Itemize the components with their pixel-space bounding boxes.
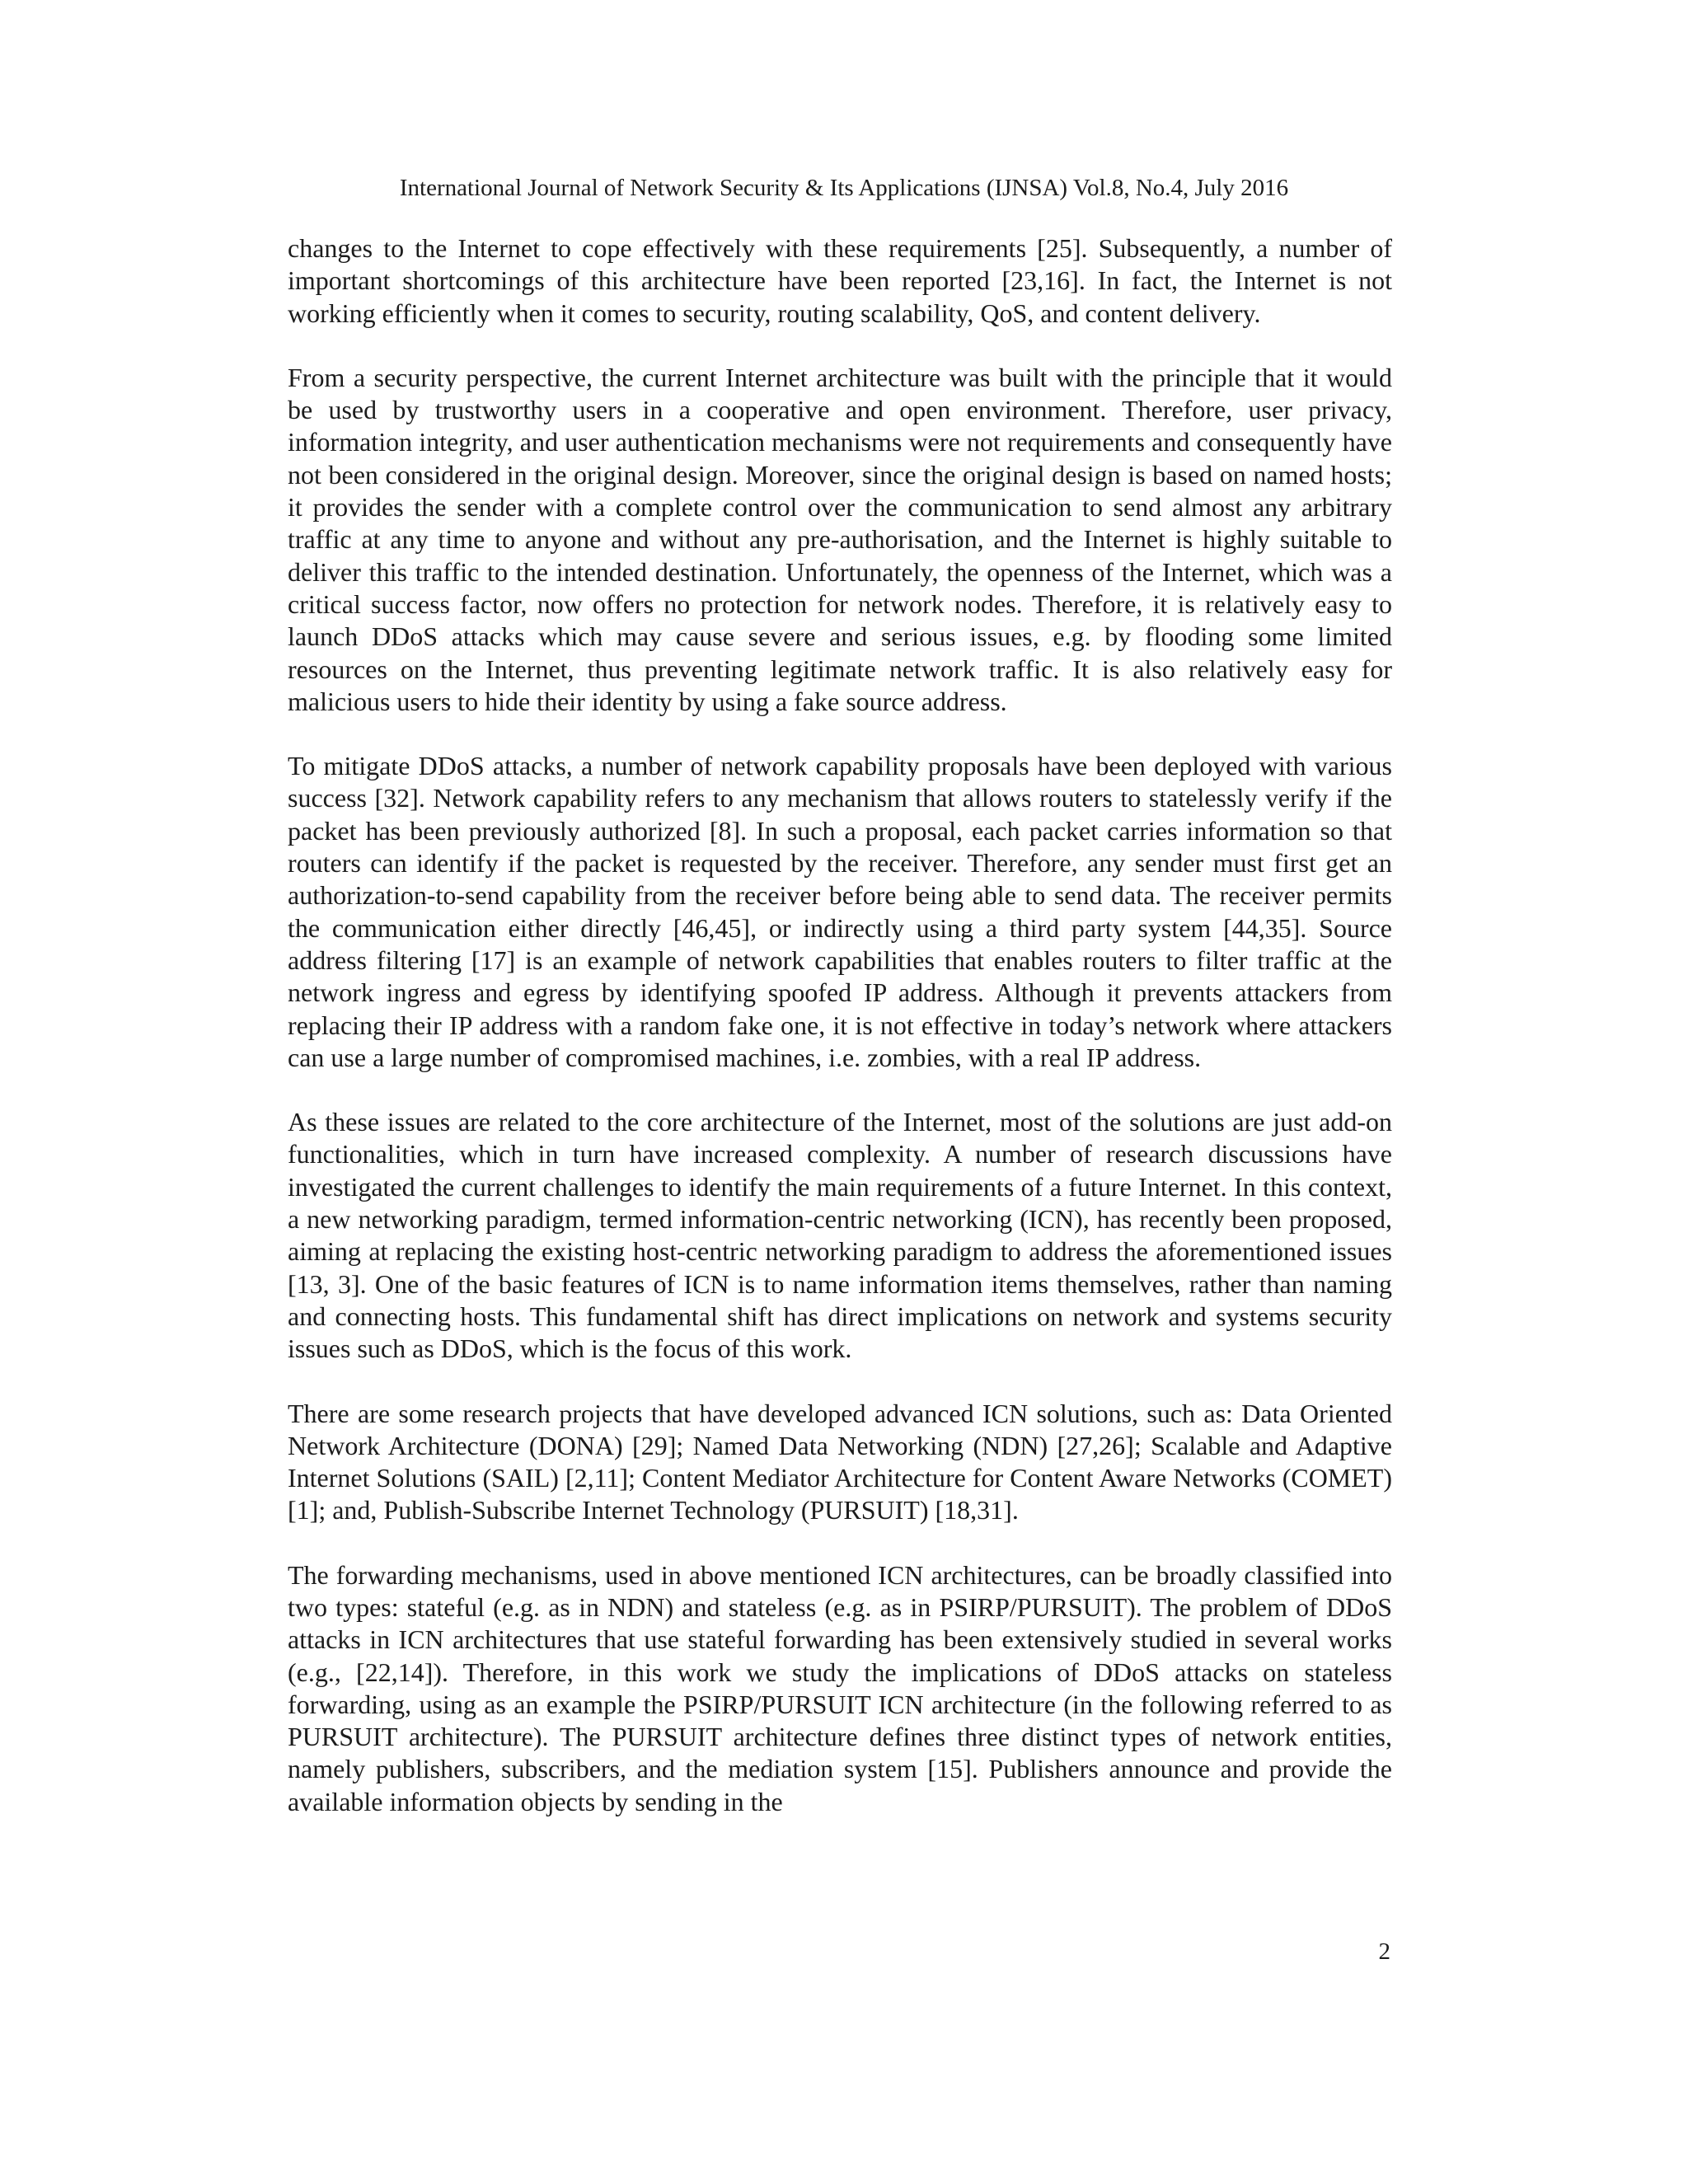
paragraph-security-perspective: From a security perspective, the current Internet architecture was built with the principle that it would be used by trustworthy users in a cooperative and open environment. Therefore, user privacy, information integrity, and user authentication mechanisms were not requirements and consequently have not been considered in the original design. Moreover, since the original design is based on named hosts; it provides the sender with a complete control over the communication to send almost any arbitrary traffic at any time to anyone and without any pre-authorisation, and the Internet is highly suitable to deliver this traffic to the intended destination. Unfortunately, the openness of the Internet, which was a critical success factor, now offers no protection for network nodes. Therefore, it is relatively easy to launch DDoS attacks which may cause severe and serious issues, e.g. by flooding some limited resources on the Internet, thus preventing legitimate network traffic. It is also relatively easy for malicious users to hide their identity by using a fake source address. — [288, 362, 1392, 716]
body-text — [288, 232, 1392, 1818]
paragraph-forwarding-mechanisms: The forwarding mechanisms, used in above mentioned ICN architectures, can be broadly classified into two types: stateful (e.g. as in NDN) and stateless (e.g. as in PSIRP/PURSUIT). The problem of DDoS attacks in ICN architectures that use stateful forwarding has been extensively studied in several works (e.g., [22,14]). Therefore, in this work we study the implications of DDoS attacks on stateless forwarding, using as an example the PSIRP/PURSUIT ICN architecture (in the following referred to as PURSUIT architecture). The PURSUIT architecture defines three distinct types of network entities, namely publishers, subscribers, and the mediation system [15]. Publishers announce and provide the available information objects by sending in the — [288, 1559, 1392, 1816]
page-number: 2 — [1378, 1938, 1390, 1965]
paragraph-network-capabilities: To mitigate DDoS attacks, a number of network capability proposals have been deployed with various success [32]. Network capability refers to any mechanism that allows routers to statelessly verify if the packet has been previously authorized [8]. In such a proposal, each packet carries information so that routers can identify if the packet is requested by the receiver. Therefore, any sender must first get an authorization-to-send capability from the receiver before being able to send data. The receiver permits the communication either directly [46,45], or indirectly using a third party system [44,35]. Source address filtering [17] is an example of network capabilities that enables routers to filter traffic at the network ingress and egress by identifying spoofed IP address. Although it prevents attackers from replacing their IP address with a random fake one, it is not effective in today’s network where attackers can use a large number of compromised machines, i.e. zombies, with a real IP address. — [288, 751, 1392, 1072]
journal-running-header: International Journal of Network Security & Its Applications (IJNSA) Vol.8, No.4, July 2016 — [399, 175, 1289, 201]
paragraph-internet-shortcomings: changes to the Internet to cope effectively with these requirements [25]. Subsequently, a number of important shortcomings of this architecture have been reported [23,16]. In fact, the Internet is not working efficiently when it comes to security, routing scalability, QoS, and content delivery. — [288, 233, 1392, 328]
paragraph-icn-projects: There are some research projects that have developed advanced ICN solutions, such as: Data Oriented Network Architecture (DONA) [29]; Named Data Networking (NDN) [27,26]; Scalable and Adaptive Internet Solutions (SAIL) [2,11]; Content Mediator Architecture for Content Aware Networks (COMET) [1]; and, Publish-Subscribe Internet Technology (PURSUIT) [18,31]. — [288, 1398, 1392, 1526]
paragraph-icn-introduction: As these issues are related to the core architecture of the Internet, most of the solutions are just add-on functionalities, which in turn have increased complexity. A number of research discussions have investigated the current challenges to identify the main requirements of a future Internet. In this context, a new networking paradigm, termed information-centric networking (ICN), has recently been proposed, aiming at replacing the existing host-centric networking paradigm to address the aforementioned issues [13, 3]. One of the basic features of ICN is to name information items themselves, rather than naming and connecting hosts. This fundamental shift has direct implications on network and systems security issues such as DDoS, which is the focus of this work. — [288, 1107, 1392, 1364]
